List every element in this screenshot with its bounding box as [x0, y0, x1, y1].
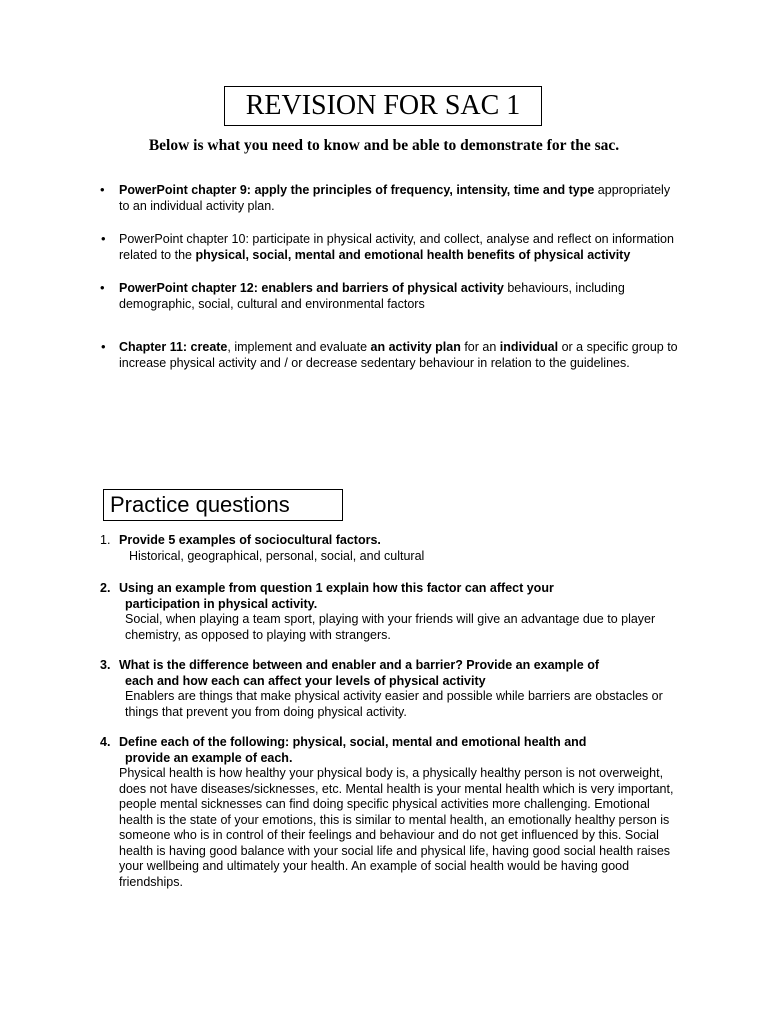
requirement-item-chapter-10 — [100, 231, 680, 263]
requirement-bold-text: PowerPoint chapter 12: enablers and barriers of physical activity — [119, 281, 504, 295]
question-number: 1. — [100, 533, 111, 547]
requirement-bold-text: Chapter 11: create — [119, 340, 228, 354]
question-text — [100, 735, 680, 766]
requirement-bold-text: an activity plan — [370, 340, 461, 354]
answer-text: Physical health is how healthy your physical body is, a physically healthy person is not overweight, does not have diseases/sicknesses, etc. Mental health is your mental health which is very important, people mental sicknesses can find doing specific physical activities more challenging. Emotional health is the state of your emotions, this is similar to mental health, an emotionally healthy person is someone who is in control of their feelings and behaviour and do not get influenced by this. Social health is having good balance with your social life and physical life, having good social health raises your wellbeing and ultimately your health. An example of social health would be having good friendships. — [119, 766, 674, 889]
requirement-item-chapter-12 — [100, 280, 680, 312]
question-item-2 — [100, 581, 680, 643]
requirement-text: for an — [460, 340, 500, 354]
question-line-continued: provide an example of each. — [125, 750, 293, 765]
question-line-continued: each and how each can affect your levels of physical activity — [125, 673, 486, 688]
answer-text: Enablers are things that make physical activity easier and possible while barriers are obstacles or things that prevent you from doing physical activity. — [125, 689, 663, 719]
document-title: REVISION FOR SAC 1 — [224, 86, 542, 126]
question-line: Define each of the following: physical, social, mental and emotional health and — [119, 735, 587, 749]
question-text — [100, 581, 680, 612]
document-subtitle: Below is what you need to know and be able to demonstrate for the sac. — [148, 137, 620, 154]
requirement-item-chapter-11 — [100, 339, 680, 371]
question-text — [100, 658, 680, 689]
question-line-continued: participation in physical activity. — [125, 596, 318, 611]
practice-questions-list — [100, 533, 680, 890]
requirement-text: appropriately to an individual activity plan. — [119, 183, 671, 213]
answer-text: Historical, geographical, personal, social, and cultural — [129, 548, 425, 563]
requirement-text: or a specific group to increase physical activity and / or decrease sedentary behaviour in relation to the guidelines. — [119, 340, 678, 370]
question-line: What is the difference between and enabler and a barrier? Provide an example of — [119, 658, 599, 672]
question-item-1 — [100, 533, 680, 564]
answer-text: Social, when playing a team sport, playing with your friends will give an advantage due to player chemistry, as opposed to playing with strangers. — [125, 612, 656, 642]
requirement-text: , implement and evaluate — [227, 340, 371, 354]
question-number: 3. — [100, 658, 111, 672]
requirements-list — [100, 182, 680, 371]
question-line: Using an example from question 1 explain how this factor can affect your — [119, 581, 554, 595]
requirement-item-chapter-9 — [100, 182, 680, 214]
requirement-text: PowerPoint chapter 10: participate in physical activity, and collect, analyse and reflect on information related to the — [119, 232, 674, 262]
question-item-3 — [100, 658, 680, 720]
practice-questions-heading: Practice questions — [103, 489, 343, 521]
requirement-text: behaviours, including demographic, social, cultural and environmental factors — [119, 281, 625, 311]
question-text — [100, 533, 680, 549]
requirement-bold-text: physical, social, mental and emotional health benefits of physical activity — [195, 248, 631, 262]
question-number: 2. — [100, 581, 111, 595]
question-number: 4. — [100, 735, 111, 749]
question-line: Provide 5 examples of sociocultural factors. — [119, 533, 381, 547]
question-item-4 — [100, 735, 680, 890]
requirement-bold-text: individual — [499, 340, 559, 354]
requirement-bold-text: PowerPoint chapter 9: apply the principles of frequency, intensity, time and type — [119, 183, 595, 197]
